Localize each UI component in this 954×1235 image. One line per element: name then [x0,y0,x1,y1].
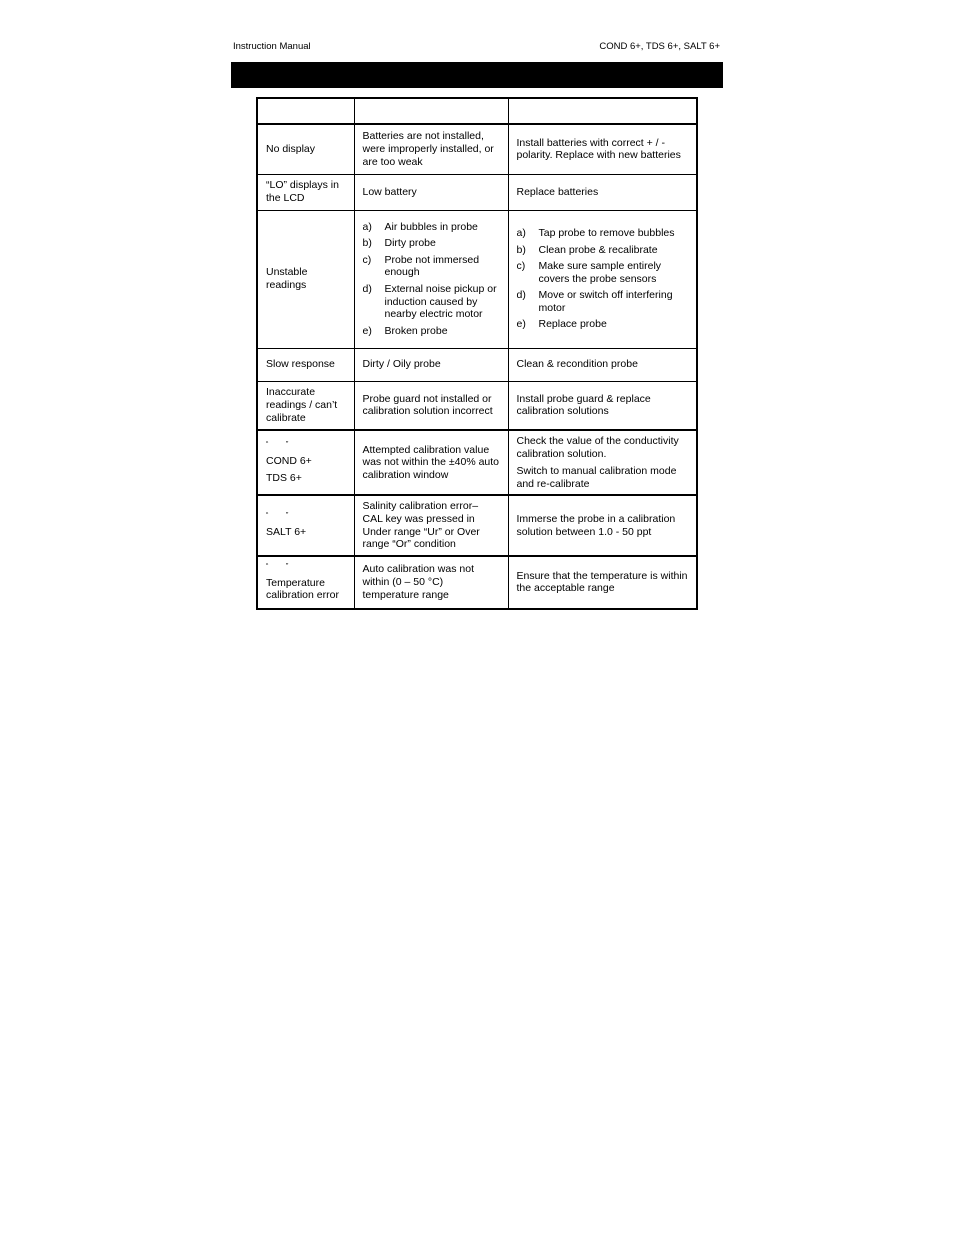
list-marker: a) [516,226,526,239]
error-code-quotes [266,441,346,449]
header-right-models: COND 6+, TDS 6+, SALT 6+ [599,41,720,52]
error-code-quotes [266,563,346,571]
list-marker: c) [516,260,526,273]
cause-cell: Batteries are not installed, were improperly installed, or are too weak [354,124,508,174]
problem-cell [257,430,354,495]
table-row [257,174,697,210]
table-row [257,210,697,348]
troubleshooting-table [256,97,698,610]
solution-line: Switch to manual calibration mode and re-calibrate [516,465,677,490]
list-text: Air bubbles in probe [384,220,478,233]
close-quote: ” [286,562,289,570]
list-item [363,221,500,234]
solution-line: Check the value of the conductivity calibration solution. [516,435,679,460]
table-header-row [257,98,697,124]
error-code-quotes [266,512,346,520]
solution-cell [508,430,697,495]
list-text: Make sure sample entirely covers the probe sensors [538,260,662,285]
problem-line: COND 6+ [266,454,312,467]
header-cell-cause [354,98,508,124]
solution-cell: Clean & recondition probe [508,348,697,381]
problem-cell: “LO” displays in the LCD [257,174,354,210]
cause-list-cell [354,210,508,348]
header-cell-solution [508,98,697,124]
problem-cell [257,495,354,555]
list-item [517,318,689,331]
list-text: Probe not immersed enough [384,253,480,279]
list-text: Tap probe to remove bubbles [538,226,675,239]
list-marker: b) [362,237,372,250]
table-row [257,381,697,430]
solution-cell: Replace batteries [508,174,697,210]
list-marker: d) [516,289,526,302]
list-text: External noise pickup or induction caused by nearby electric motor [384,283,497,321]
list-marker: d) [362,283,372,295]
solution-cell: Install batteries with correct + / - polarity. Replace with new batteries [508,124,697,174]
list-item [363,325,500,338]
close-quote: ” [286,440,289,448]
header-left-title: Instruction Manual [233,41,311,52]
open-quote: “ [266,562,269,570]
table-row [257,348,697,381]
problem-cell: Slow response [257,348,354,381]
list-item [363,283,500,321]
list-marker: a) [362,220,372,233]
cause-cell: Probe guard not installed or calibration solution incorrect [354,381,508,430]
problem-cell: Inaccurate readings / can’t calibrate [257,381,354,430]
problem-cell: No display [257,124,354,174]
list-item [517,289,689,314]
list-marker: c) [362,253,372,266]
list-item [517,227,689,240]
list-text: Clean probe & recalibrate [538,243,658,256]
solution-cell: Install probe guard & replace calibration solutions [508,381,697,430]
table-row [257,124,697,174]
list-marker: e) [516,318,526,331]
open-quote: “ [266,512,269,520]
table-row [257,430,697,495]
problem-line: TDS 6+ [266,472,302,485]
table-row [257,556,697,609]
section-title-bar [231,62,723,88]
list-text: Broken probe [384,324,448,337]
list-text: Dirty probe [384,237,436,250]
header-cell-problem [257,98,354,124]
list-item [363,237,500,250]
list-text: Move or switch off interfering motor [538,289,673,314]
list-item [363,254,500,279]
open-quote: “ [266,440,269,448]
solution-cell: Immerse the probe in a calibration solution between 1.0 - 50 ppt [508,495,697,555]
problem-line: Temperature calibration error [266,576,339,602]
cause-cell: Low battery [354,174,508,210]
cause-cell: Dirty / Oily probe [354,348,508,381]
list-item [517,244,689,257]
problem-cell: Unstable readings [257,210,354,348]
problem-cell [257,556,354,609]
close-quote: ” [286,512,289,520]
cause-cell: Attempted calibration value was not within the ±40% auto calibration window [354,430,508,495]
table-row [257,495,697,555]
cause-cell: Auto calibration was not within (0 – 50 °C) temperature range [354,556,508,609]
list-text: Replace probe [538,318,607,331]
solution-list-cell [508,210,697,348]
solution-cell: Ensure that the temperature is within the acceptable range [508,556,697,609]
list-marker: e) [362,324,372,337]
list-marker: b) [516,243,526,256]
cause-cell: Salinity calibration error– CAL key was pressed in Under range “Ur” or Over range “Or” condition [354,495,508,555]
problem-line: SALT 6+ [266,526,307,539]
list-item [517,260,689,285]
